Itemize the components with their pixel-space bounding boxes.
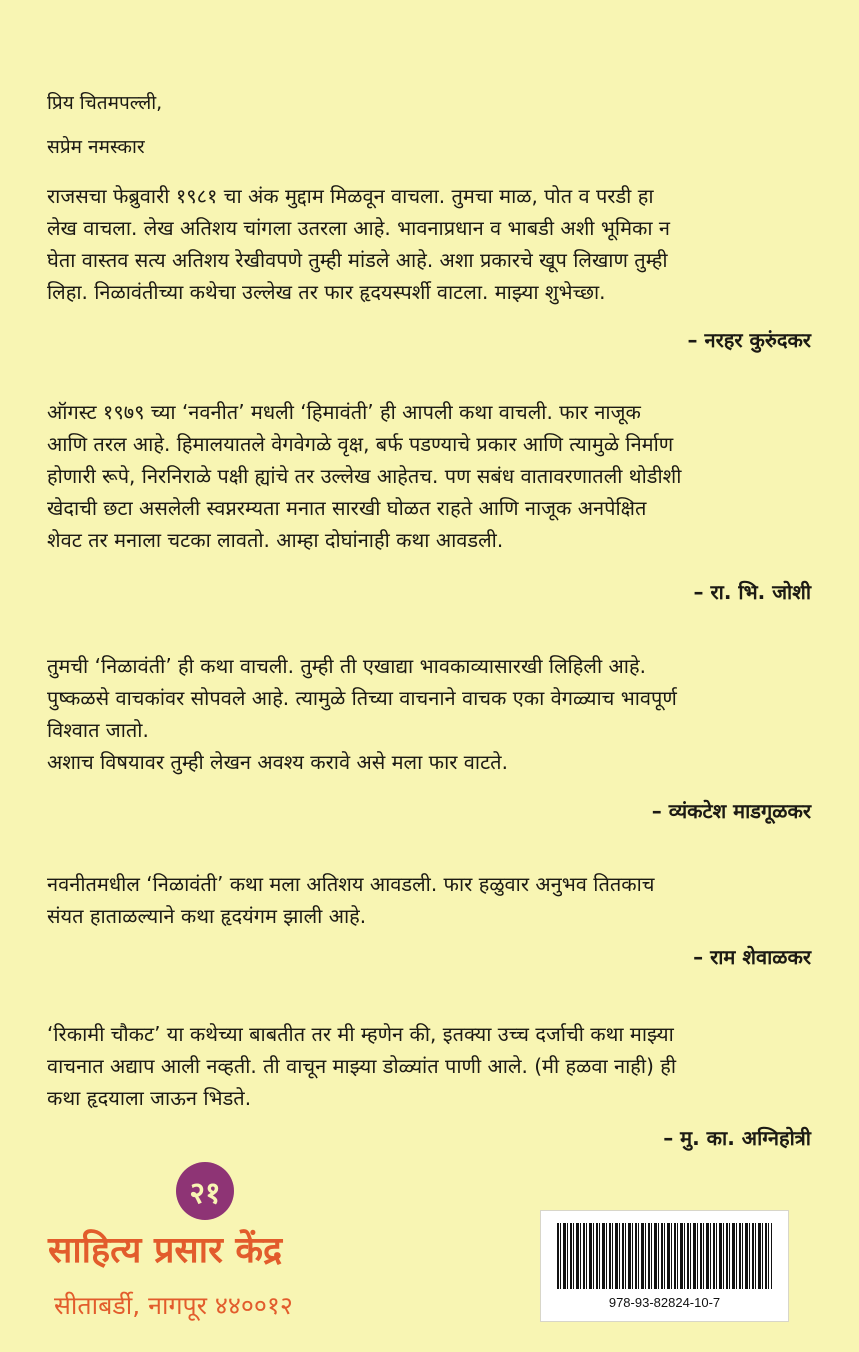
review-line: घेता वास्तव सत्य अतिशय रेखीवपणे तुम्ही मांडले आहे. अशा प्रकारचे खूप लिखाण तुम्ही xyxy=(47,248,668,272)
review-text-madgulkar xyxy=(47,650,811,778)
review-line: लेख वाचला. लेख अतिशय चांगला उतरला आहे. भावनाप्रधान व भाबडी अशी भूमिका न xyxy=(47,216,671,240)
barcode-bars xyxy=(557,1223,772,1289)
publisher-logo: २१ xyxy=(176,1162,234,1220)
review-line: अशाच विषयावर तुम्ही लेखन अवश्य करावे असे मला फार वाटते. xyxy=(47,750,508,774)
review-author-shewalkar: – राम शेवाळकर xyxy=(693,945,811,969)
review-line: राजसचा फेब्रुवारी १९८१ चा अंक मुद्दाम मिळवून वाचला. तुमचा माळ, पोत व परडी हा xyxy=(47,184,654,208)
review-line: होणारी रूपे, निरनिराळे पक्षी ह्यांचे तर उल्लेख आहेतच. पण सबंध वातावरणातली थोडीशी xyxy=(47,464,682,488)
review-line: विश्वात जातो. xyxy=(47,718,149,742)
isbn-barcode xyxy=(540,1210,789,1322)
review-author-joshi: – रा. भि. जोशी xyxy=(693,580,811,604)
publisher-address: सीताबर्डी, नागपूर ४४००१२ xyxy=(54,1291,293,1320)
review-line: ‘रिकामी चौकट’ या कथेच्या बाबतीत तर मी म्हणेन की, इतक्या उच्च दर्जाची कथा माझ्या xyxy=(47,1022,674,1046)
review-text-agnihotri xyxy=(47,1018,811,1114)
review-line: पुष्कळसे वाचकांवर सोपवले आहे. त्यामुळे तिच्या वाचनाने वाचक एका वेगळ्याच भावपूर्ण xyxy=(47,686,677,710)
review-line: ऑगस्ट १९७९ च्या ‘नवनीत’ मधली ‘हिमावंती’ ही आपली कथा वाचली. फार नाजूक xyxy=(47,400,641,424)
publisher-name: साहित्य प्रसार केंद्र xyxy=(48,1230,283,1271)
review-text-joshi xyxy=(47,396,811,556)
review-line: संयत हाताळल्याने कथा हृदयंगम झाली आहे. xyxy=(47,904,367,928)
review-line: तुमची ‘निळावंती’ ही कथा वाचली. तुम्ही ती एखाद्या भावकाव्यासारखी लिहिली आहे. xyxy=(47,654,646,678)
review-text-kurundkar xyxy=(47,180,811,308)
review-line: कथा हृदयाला जाऊन भिडते. xyxy=(47,1086,252,1110)
letter-greeting: सप्रेम नमस्कार xyxy=(47,136,145,158)
review-line: नवनीतमधील ‘निळावंती’ कथा मला अतिशय आवडली. फार हळुवार अनुभव तितकाच xyxy=(47,872,655,896)
review-author-kurundkar: – नरहर कुरुंदकर xyxy=(687,328,811,352)
isbn-number: 978-93-82824-10-7 xyxy=(608,1295,721,1310)
review-author-agnihotri: – मु. का. अग्निहोत्री xyxy=(663,1126,811,1150)
review-line: आणि तरल आहे. हिमालयातले वेगवेगळे वृक्ष, बर्फ पडण्याचे प्रकार आणि त्यामुळे निर्माण xyxy=(47,432,674,456)
review-line: वाचनात अद्याप आली नव्हती. ती वाचून माझ्या डोळ्यांत पाणी आले. (मी हळवा नाही) ही xyxy=(47,1054,677,1078)
review-line: खेदाची छटा असलेली स्वप्नरम्यता मनात सारखी घोळत राहते आणि नाजूक अनपेक्षित xyxy=(47,496,647,520)
letter-salutation: प्रिय चितमपल्ली, xyxy=(47,92,163,114)
review-author-madgulkar: – व्यंकटेश माडगूळकर xyxy=(651,799,811,823)
review-text-shewalkar xyxy=(47,868,811,932)
review-line: शेवट तर मनाला चटका लावतो. आम्हा दोघांनाही कथा आवडली. xyxy=(47,528,504,552)
review-line: लिहा. निळावंतीच्या कथेचा उल्लेख तर फार हृदयस्पर्शी वाटला. माझ्या शुभेच्छा. xyxy=(47,280,606,304)
